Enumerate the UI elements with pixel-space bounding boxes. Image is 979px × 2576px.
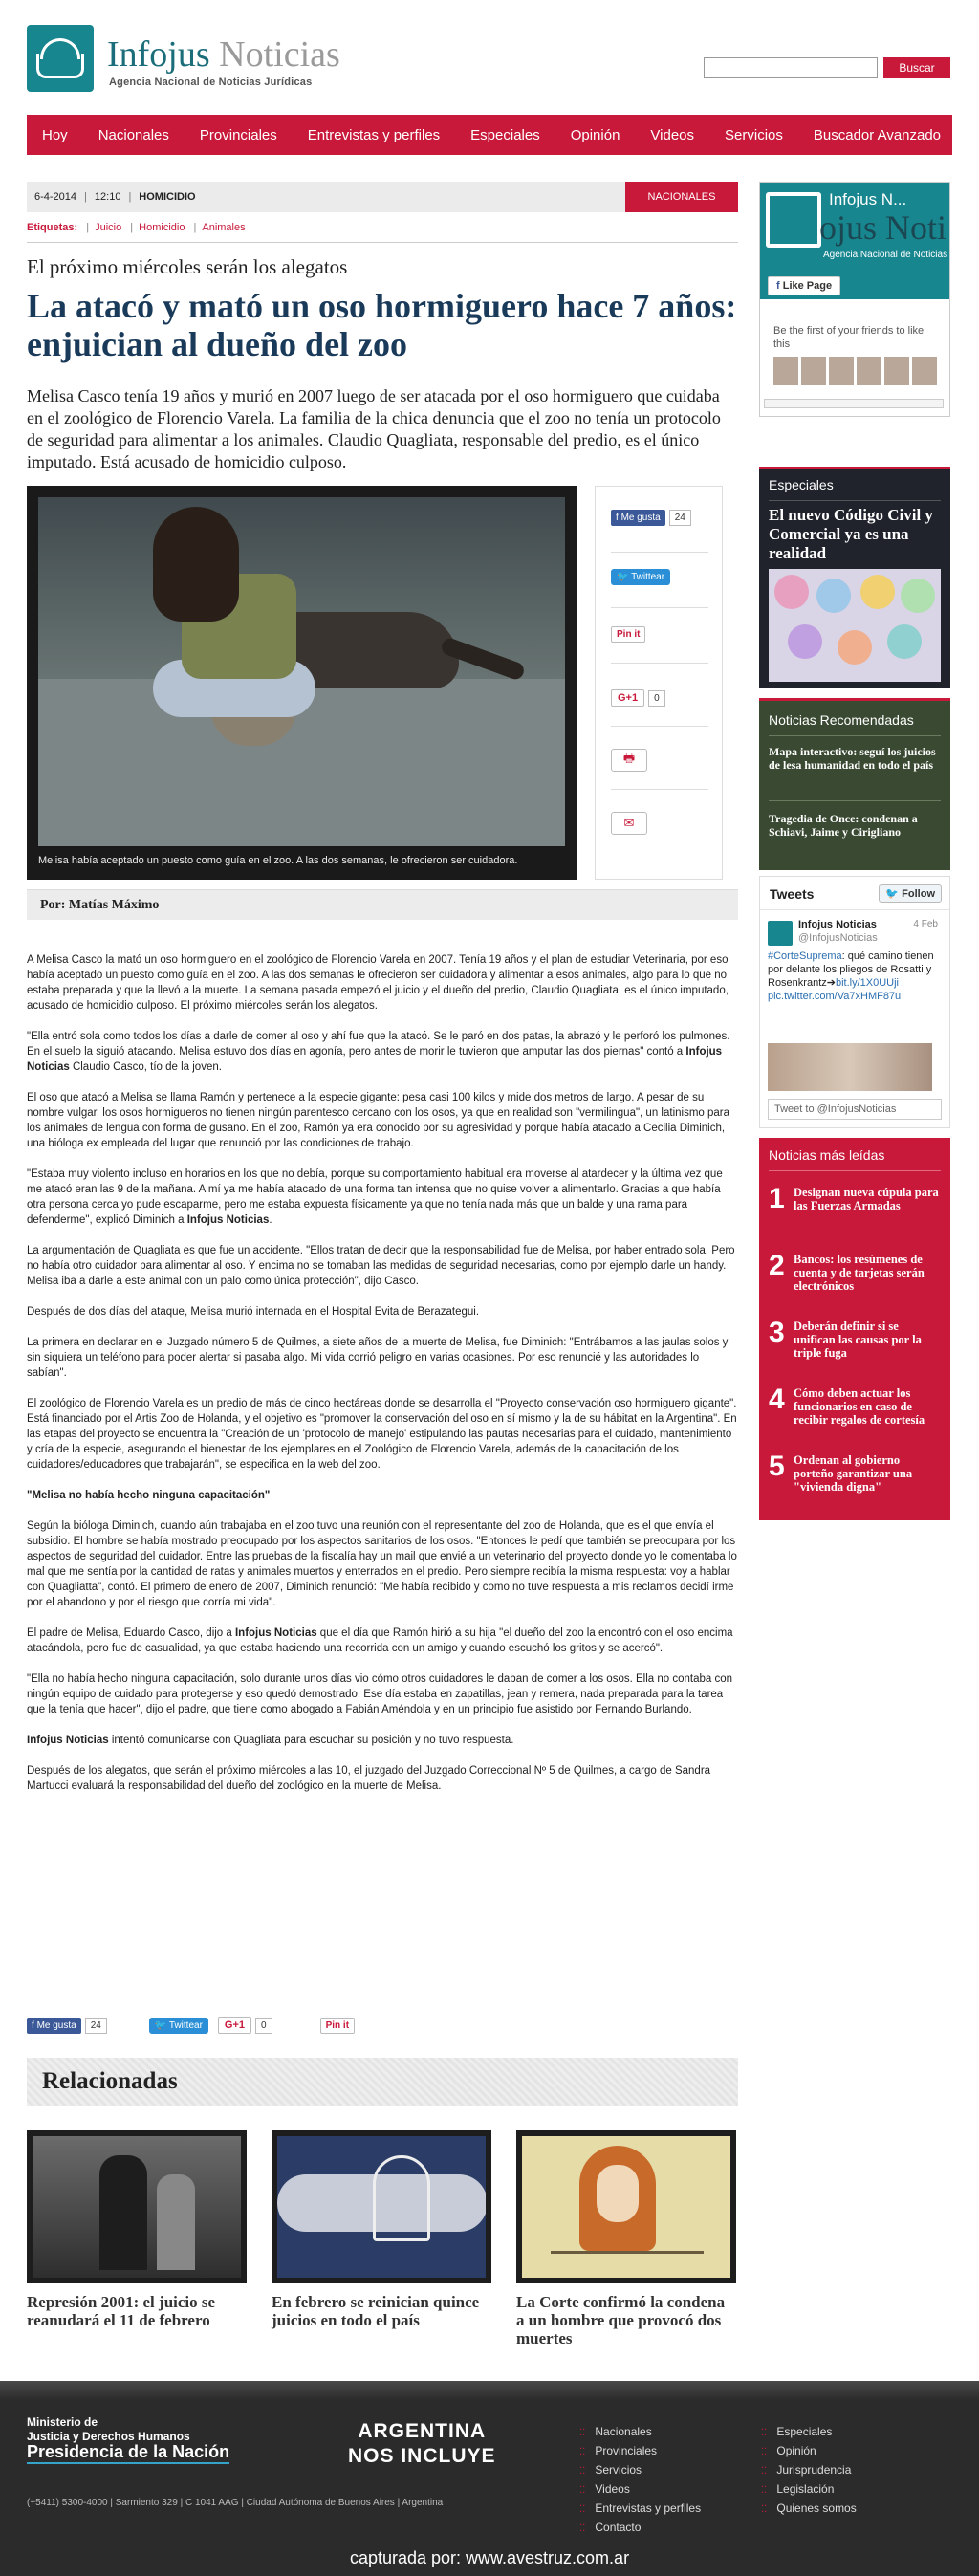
article-headline: La atacó y mató un oso hormiguero hace 7 años: enjuician al dueño del zoo [27,287,737,363]
twitter-label: Twittear [631,572,665,582]
presidency-name[interactable]: Presidencia de la Nación [27,2442,229,2464]
cover-title: ojus Noti [819,208,947,247]
tweet-compose-input[interactable]: Tweet to @InfojusNoticias [768,1099,942,1120]
google-plus-count: 0 [648,690,665,707]
tweet-handle[interactable]: @InfojusNoticias [798,932,878,944]
mas-leidas-item[interactable] [769,1184,943,1251]
divider [611,726,708,727]
nav-item-provinciales[interactable]: Provinciales [199,126,277,143]
nav-item-servicios[interactable]: Servicios [725,126,783,143]
page-avatar [766,192,821,248]
related-item[interactable] [272,2130,491,2329]
article-author: Por: Matías Máximo [27,889,738,920]
nav-item-entrevistas[interactable]: Entrevistas y perfiles [307,126,441,143]
footer-link[interactable]: ⁚⁚ Entrevistas y perfiles [579,2500,701,2519]
recomendada-link[interactable]: Mapa interactivo: seguí los juicios de lesa humanidad en todo el país [769,745,936,772]
bottom-share-bar [27,2017,355,2034]
paragraph: El zoológico de Florencio Varela es un predio de más de cinco hectáreas donde se desarrolla el "Proyecto conservación oso hormiguero gigante". Está financiado por el Artis Zoo de Holanda, y el objetivo es "promover la conservación del oso en sí mismo y la de su hábitat en la Argentina". En las etapas del proyecto se encuentra la "Creación de un 'protocolo de manejo' estipulando las pautas necesarias para el cuidado, mantenimiento y cría de la especie, asegurando el bienestar de los ejemplares en el Zoológico de Florencio Varela, además de la capacitación de los cuidadores/educadores que trabajarán", se especifica en la web del zoo. [27,1398,737,1471]
article-time: 12:10 [94,191,121,203]
argentina-logo: ARGENTINA NOS INCLUYE [348,2420,496,2467]
tag-link[interactable]: Juicio [95,222,122,233]
page-name[interactable]: Infojus N... [829,190,907,208]
related-heading: Relacionadas [27,2058,738,2106]
pinterest-button[interactable]: Pin it [611,626,645,643]
google-plus-button[interactable]: G+1 [611,689,644,707]
footer-link[interactable]: ⁚⁚ Contacto [579,2519,701,2538]
paragraph: A Melisa Casco la mató un oso hormiguero en el zoológico de Florencio Varela en 2007. Tenía 19 años y el plan de estudiar Veterinaria, por eso había aceptado un puesto como guía en el zoo. A las dos semanas le ofrecieron ser cuidadora y alimentar a esos animales, algo para lo que no estaba preparada y que la llevó a la muerte. La semana pasada empezó el juicio y el dueño del predio, Claudio Quagliata, es el único imputado, acusado de homicidio culposo. El próximo miércoles serán los alegatos. [27,954,729,1012]
search-button[interactable]: Buscar [883,57,950,78]
mas-leidas-title: Bancos: los resúmenes de cuenta y de tarjetas serán electrónicos [794,1253,925,1293]
mas-leidas-title: Cómo deben actuar los funcionarios en caso de recibir regalos de cortesía [794,1386,925,1427]
especiales-title[interactable]: El nuevo Código Civil y Comercial ya es una realidad [769,506,933,562]
article-lead: Melisa Casco tenía 19 años y murió en 2007 luego de ser atacada por el oso hormiguero que cuidaba en el zoológico de Florencio Varela. La familia de la chica denuncia que el zoo no tenía un protocolo de seguridad para alimentar a los animales. Claudio Quagliata, responsable del predio, es el único imputado. Está acusado de homicidio culposo. [27,386,721,471]
photo-caption: Melisa había aceptado un puesto como guía en el zoo. A las dos semanas, le ofrecieron ser cuidadora. [38,855,518,866]
facebook-page-widget [759,182,950,417]
related-title[interactable]: En febrero se reinician quince juicios en todo el país [272,2293,480,2329]
twitter-timeline-widget [759,876,950,1128]
mas-leidas-title: Designan nueva cúpula para las Fuerzas Armadas [794,1186,939,1212]
footer-links-col-1 [579,2423,701,2538]
tweet-image[interactable] [768,1043,932,1091]
share-column [595,486,723,880]
related-image[interactable] [27,2130,247,2283]
related-title[interactable]: La Corte confirmó la condena a un hombre que provocó dos muertes [516,2293,726,2347]
paragraph: La primera en declarar en el Juzgado número 5 de Quilmes, a siete años de la muerte de Melisa, fue Diminich: "Entrábamos a las jaulas solos y sin siquiera un teléfono para poder alertar si pasaba algo. Mi vida corrió peligro en varias ocasiones. Por eso renuncié y las autoridades lo sabían". [27,1337,729,1379]
tweets-heading: Tweets [770,886,815,902]
facebook-like-button[interactable]: f Me gusta [27,2018,81,2034]
divider [611,607,708,608]
logo-book-icon [27,25,94,92]
divider [27,242,738,243]
article-kicker: El próximo miércoles serán los alegatos [27,255,348,278]
tweet-avatar[interactable] [768,921,793,946]
cover-subtitle: Agencia Nacional de Noticias [823,250,948,260]
facebook-icon: f [776,280,783,292]
nav-item-nacionales[interactable]: Nacionales [98,126,169,143]
rank-number: 2 [769,1250,785,1281]
tags-label: Etiquetas: [27,222,78,233]
rank-number: 5 [769,1451,785,1482]
logo-name-2: Noticias [219,34,340,75]
twitter-bird-icon: 🐦 [617,572,632,582]
paragraph: Infojus Noticias intentó comunicarse con Quagliata para escuchar su posición y no tuvo respuesta. [27,1735,514,1746]
facebook-like-page-button[interactable]: f Like Page [768,276,840,295]
anteater-photo [38,497,565,846]
divider [769,1170,941,1171]
facebook-like-count: 24 [669,510,691,526]
recomendadas-widget [759,698,950,870]
rank-number: 4 [769,1384,785,1415]
tag-link[interactable]: Homicidio [139,222,185,233]
especiales-heading: Especiales [769,477,834,492]
footer-address: (+5411) 5300-4000 | Sarmiento 329 | C 1041 AAG | Ciudad Autónoma de Buenos Aires | Argentina [27,2498,444,2508]
mas-leidas-item[interactable] [769,1318,943,1385]
mas-leidas-title: Ordenan al gobierno porteño garantizar una "vivienda digna" [794,1453,913,1494]
recomendadas-heading: Noticias Recomendadas [769,712,914,728]
footer-link[interactable]: ⁚⁚ Jurisprudencia [761,2461,857,2480]
nav-item-hoy[interactable]: Hoy [42,126,68,143]
nav-item-especiales[interactable]: Especiales [470,126,540,143]
tweet-date[interactable]: 4 Feb [913,919,938,929]
footer-link[interactable]: ⁚⁚ Opinión [761,2442,857,2461]
tag-link[interactable]: Animales [202,222,246,233]
facebook-like-count: 24 [85,2018,107,2034]
facebook-icon: f [616,513,621,523]
footer-link[interactable]: ⁚⁚ Provinciales [579,2442,701,2461]
related-item[interactable] [27,2130,247,2329]
nav-item-videos[interactable]: Videos [650,126,695,143]
pinterest-button[interactable]: Pin it [320,2018,355,2034]
paragraph: "Ella entró sola como todos los días a darle de comer al oso y ahí fue que la atacó. Se le paró en dos patas, la abrazó y le perforó los pulmones. En el suelo la siguió atacando. Melisa estuvo dos días en agonía, pero antes de morir le tuvieron que amputar las dos piernas" contó a Infojus Noticias Claudio Casco, tío de la joven. [27,1031,730,1073]
related-image[interactable] [272,2130,491,2283]
article-body [27,952,738,1809]
site-footer [0,2381,979,2540]
divider [611,789,708,790]
mas-leidas-item[interactable] [769,1452,943,1518]
mas-leidas-heading: Noticias más leídas [769,1147,885,1163]
article-category[interactable]: HOMICIDIO [139,191,196,203]
tweet-pic-link[interactable]: pic.twitter.com/Va7xHMF87u [768,991,902,1002]
paragraph: Según la bióloga Diminich, cuando aún trabajaba en el zoo tuvo una reunión con el representante del zoo de Holanda, que es el que envía el subsidio. El hombre se había mostrado preocupado por los aspectos sanitarios de los osos. "Entonces le pedí que también se preocupara por los aspectos de seguridad del cuidador. Entre las pruebas de la fiscalía hay un mail que envié a un veterinario del proyecto donde yo le comentaba lo mal que me sentía por la cantidad de ratas y animales muertos y enterrados en el predio. Pero siempre recibía la misma respuesta: voy a hablar con Quagliatta", contó. El primero de enero de 2007, Diminich renunció: "Me había recibido y como no tuve respuesta a mis reclamos decidí irme por el abandono y por el riesgo que corría mi vida". [27,1520,737,1608]
divider [611,663,708,664]
search-input[interactable] [704,57,878,78]
twitter-follow-button[interactable]: 🐦 Follow [879,884,942,903]
paragraph: Después de dos días del ataque, Melisa murió internada en el Hospital Evita de Berazategui. [27,1306,480,1318]
footer-links-col-2 [761,2423,857,2519]
paragraph: El padre de Melisa, Eduardo Casco, dijo a Infojus Noticias que el día que Ramón hirió a su hija "el dueño del zoo la encontró con el oso encima atacándola, pero fue de casualidad, ya que estaba haciendo una recorrida con un amigo y cuando escuchó los gritos y se acercó". [27,1627,733,1654]
mas-leidas-title: Deberán definir si se unifican las causas por la triple fuga [794,1320,922,1360]
divider [769,500,941,501]
site-logo[interactable] [27,25,381,94]
paragraph: La argumentación de Quagliata es que fue un accidente. "Ellos tratan de decir que la responsabilidad fue de Melisa, por haber entrado sola. Pero no había otro cuidador para alimentar al oso. Y encima no se tomaban las medidas de seguridad necesarias, como por ejemplo darle un handy. Melisa iba a darle a este animal con un palo como única protección", dijo Casco. [27,1245,735,1287]
facebook-like-button[interactable] [611,510,665,526]
google-plus-count: 0 [255,2018,272,2034]
tweet-link[interactable]: bit.ly/1X0UUji [835,977,899,989]
mail-icon[interactable]: ✉ [611,812,647,835]
ministry-name[interactable]: Ministerio de Justicia y Derechos Humanos [27,2415,190,2443]
friends-like-text: Be the first of your friends to like this [773,325,925,350]
article-subhead: "Melisa no había hecho ninguna capacitación" [27,1490,271,1501]
nav-item-opinion[interactable]: Opinión [570,126,620,143]
twitter-button[interactable] [611,569,670,585]
divider [611,552,708,553]
tweet-hashtag[interactable]: #CorteSuprema [768,950,842,962]
mas-leidas-item[interactable] [769,1385,943,1452]
section-badge[interactable]: NACIONALES [625,182,738,212]
twitter-bird-icon: 🐦 [154,2019,169,2031]
divider [769,735,941,736]
logo-subtitle: Agencia Nacional de Noticias Jurídicas [109,76,313,88]
footer-link[interactable]: ⁚⁚ Nacionales [579,2423,701,2442]
paragraph: "Estaba muy violento incluso en horarios en los que no debía, porque su comportamiento habitual era moverse al atardecer y la última vez que me atacó eran las 9 de la mañana. A mí ya me había atacado de una forma tan intensa que no quise volver a alimentarlo. Gracias a que había otra persona cerca yo pude escaparme, pero me estaba expuesta físicamente ya que no tenía nada más que un balde y una rama para defenderme", explicó Diminich a Infojus Noticias. [27,1168,723,1226]
divider [769,800,941,801]
rank-number: 3 [769,1317,785,1348]
footer-link[interactable]: ⁚⁚ Servicios [579,2461,701,2480]
footer-link[interactable]: ⁚⁚ Legislación [761,2480,857,2500]
tweet-text: #CorteSuprema: qué camino tienen por delante los pliegos de Rosatti y Rosenkrantz➔bit.ly/1X0UUji pic.twitter.com/Va7xHMF87u [768,950,934,1002]
capture-credit: capturada por: www.avestruz.com.ar [0,2540,979,2576]
rank-number: 1 [769,1183,785,1214]
related-item[interactable] [516,2130,736,2347]
site-header [0,0,979,113]
print-icon[interactable]: 🖶 [611,749,647,772]
especiales-widget [759,467,950,688]
twitter-button[interactable]: 🐦 Twittear [149,2018,208,2034]
tweet-username[interactable]: Infojus Noticias [798,919,877,930]
horizontal-scrollbar[interactable] [764,399,944,408]
nav-item-buscador[interactable]: Buscador Avanzado [813,126,942,143]
meta-separator: | [84,191,87,203]
article-date: 6-4-2014 [34,191,77,203]
mas-leidas-widget [759,1138,950,1520]
especiales-image[interactable] [769,569,941,682]
footer-link[interactable]: ⁚⁚ Especiales [761,2423,857,2442]
paragraph: "Ella no había hecho ninguna capacitación, solo durante unos días vio cómo otros cuidadores le daban de comer a los osos. Ella no contaba con ningún equipo de cuidado para protegerse y eso quedó demostrado. Ese día estaba en zapatillas, jean y remera, nada preparada para la tarea que la tenía que hacer", dijo el padre, que tiene como abogado a Fabián Améndola y en un principio fue asistido por Fernando Burlando. [27,1673,733,1715]
logo-title [107,34,340,75]
mas-leidas-item[interactable] [769,1251,943,1318]
related-image[interactable] [516,2130,736,2283]
recomendada-link[interactable]: Tragedia de Once: condenan a Schiavi, Jaime y Cirigliano [769,812,918,839]
friend-avatars [773,357,937,385]
paragraph: Después de los alegatos, que serán el próximo miércoles a las 10, el juzgado del Juzgado Correccional Nº 5 de Quilmes, a cargo de Sandra Martucci evaluará la responsabilidad del dueño del zoológico en la muerte de Melisa. [27,1765,711,1792]
article-meta-bar [27,182,738,212]
footer-link[interactable]: ⁚⁚ Quienes somos [761,2500,857,2519]
facebook-icon: f [32,2019,37,2031]
facebook-like-label: Me gusta [620,513,661,523]
main-nav [27,115,952,155]
article-photo [27,486,577,880]
footer-link[interactable]: ⁚⁚ Videos [579,2480,701,2500]
logo-name-1: Infojus [107,34,210,75]
google-plus-button[interactable]: G+1 [218,2017,251,2034]
facebook-cover[interactable] [760,183,949,299]
related-title[interactable]: Represión 2001: el juicio se reanudará el 11 de febrero [27,2293,216,2329]
article-tags: Etiquetas: | Juicio | Homicidio | Animales [27,222,246,233]
meta-separator: | [128,191,132,203]
twitter-bird-icon: 🐦 [885,888,903,900]
paragraph: El oso que atacó a Melisa se llama Ramón y pertenece a la especie gigante: pesa casi 100 kilos y mide dos metros de largo. A pesar de su nombre vulgar, los osos hormigueros no tienen ningún parentesco cercano con los osos, ya que en realidad son "vermilingua", un latinismo para los animales de lengua con forma de gusano. En el zoo, Ramón ya era conocido por su agresividad y porque había atacado a Cecilia Diminich, una bióloga ex empleada del lugar que renunció por las condiciones de trabajo. [27,1092,730,1149]
